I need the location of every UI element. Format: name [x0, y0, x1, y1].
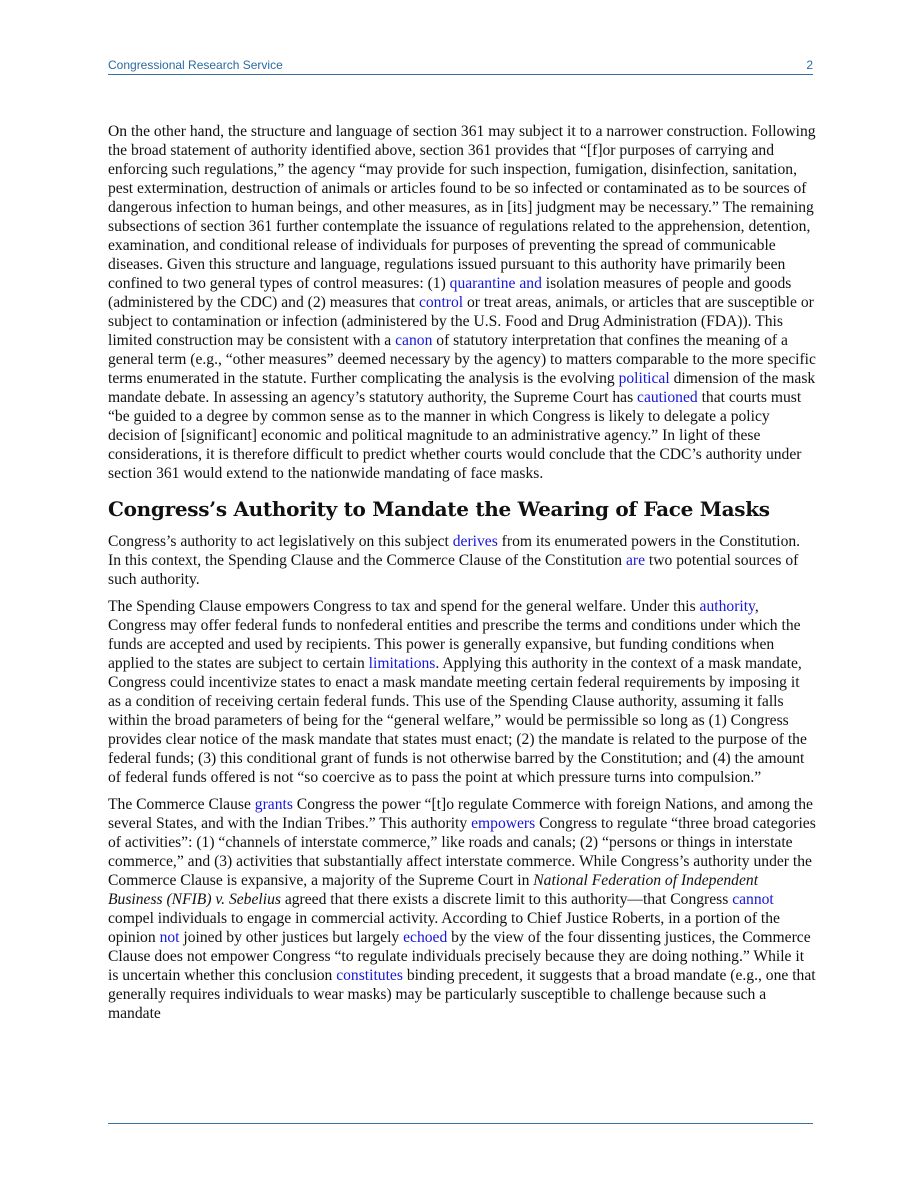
text: The Commerce Clause — [108, 796, 255, 813]
case-name: National Federation of Independent Business (NFIB) v. Sebelius — [108, 872, 759, 908]
header-source: Congressional Research Service — [108, 58, 283, 72]
paragraph-spending-clause — [108, 597, 816, 787]
link-constitutes[interactable]: constitutes — [336, 967, 403, 984]
page-header — [108, 56, 813, 75]
link-control[interactable]: control — [418, 294, 464, 311]
text: , Congress may offer federal funds to nonfederal entities and prescribe the terms and conditions under which the funds are accepted and used by recipients. This power is generally expansive, but funding conditions when applied to the states are subject to certain — [108, 598, 801, 672]
link-not[interactable]: not — [159, 929, 180, 946]
text: by the view of the four dissenting justices, the Commerce Clause does not empower Congress “to regulate individuals precisely because they are doing nothing.” While it is uncertain whether this conclusion — [108, 929, 811, 984]
link-grants[interactable]: grants — [254, 796, 293, 813]
link-political[interactable]: political — [618, 370, 670, 387]
text: isolation measures of people and goods (administered by the CDC) and (2) measures that — [108, 275, 792, 311]
text: from its enumerated powers in the Constitution. In this context, the Spending Clause and the Commerce Clause of the Constitution — [108, 533, 801, 569]
text: On the other hand, the structure and language of section 361 may subject it to a narrower construction. Following the broad statement of authority identified above, section 361 provides that “[f]or purposes of carrying and enforcing such regulations,” the agency “may provide for such inspection, fumigation, disinfection, sanitation, pest extermination, destruction of animals or articles found to be so infected or contaminated as to be sources of dangerous infection to human beings, and other measures, as in [its] judgment may be necessary.” The remaining subsections of section 361 further contemplate the issuance of regulations related to the apprehension, detention, examination, and conditional release of individuals for purposes of preventing the spread of communicable diseases. Given this structure and language, regulations issued pursuant to this authority have primarily been confined to two general types of control measures: (1) — [108, 123, 816, 292]
paragraph-section-361 — [108, 122, 816, 483]
link-authority[interactable]: authority — [699, 598, 755, 615]
text: joined by other justices but largely — [179, 929, 404, 946]
link-limitations[interactable]: limitations — [368, 655, 436, 672]
page-number: 2 — [806, 58, 813, 72]
section-heading: Congress’s Authority to Mandate the Wearing of Face Masks — [108, 497, 770, 521]
link-are[interactable]: are — [625, 552, 646, 569]
link-derives[interactable]: derives — [452, 533, 498, 550]
text: Congress the power “[t]o regulate Commerce with foreign Nations, and among the several States, and with the Indian Tribes.” This authority — [108, 796, 813, 832]
paragraph-commerce-clause — [108, 795, 816, 1023]
text: dimension of the mask mandate debate. In assessing an agency’s statutory authority, the Supreme Court has — [108, 370, 816, 406]
text: The Spending Clause empowers Congress to tax and spend for the general welfare. Under this — [108, 598, 700, 615]
body-content — [108, 122, 816, 1031]
link-empowers[interactable]: empowers — [471, 815, 536, 832]
text: agreed that there exists a discrete limit to this authority—that Congress — [280, 891, 733, 908]
text: of statutory interpretation that confines the meaning of a general term (e.g., “other measures” deemed necessary by the agency) to matters comparable to the more specific terms enumerated in the statute. Further complicating the analysis is the evolving — [108, 332, 816, 387]
link-cannot[interactable]: cannot — [732, 891, 774, 908]
text: Congress to regulate “three broad categories of activities”: (1) “channels of interstate commerce,” like roads and canals; (2) “persons or things in interstate commerce,” and (3) activities that substantially affect interstate commerce. While Congress’s authority under the Commerce Clause is expansive, a majority of the Supreme Court in — [108, 815, 816, 889]
link-cautioned[interactable]: cautioned — [637, 389, 698, 406]
text: . Applying this authority in the context of a mask mandate, Congress could incentivize states to enact a mask mandate meeting certain federal requirements by imposing it as a condition of receiving certain federal funds. This use of the Spending Clause authority, assuming it falls within the broad parameters of being for the “general welfare,” would be permissible so long as (1) Congress provides clear notice of the mask mandate that states must enact; (2) the mandate is related to the purpose of the federal funds; (3) this conditional grant of funds is not otherwise barred by the Constitution; and (4) the amount of federal funds offered is not “so coercive as to pass the point at which pressure turns into compulsion.” — [108, 655, 807, 786]
text: binding precedent, it suggests that a broad mandate (e.g., one that generally requires individuals to wear masks) may be particularly susceptible to challenge because such a mandate — [108, 967, 816, 1022]
paragraph-congress-authority — [108, 532, 816, 589]
text: two potential sources of such authority. — [108, 552, 799, 588]
text: Congress’s authority to act legislatively on this subject — [108, 533, 453, 550]
text: that courts must “be guided to a degree by common sense as to the manner in which Congress is likely to delegate a policy decision of [significant] economic and political magnitude to an administrative agency.” In light of these considerations, it is therefore difficult to predict whether courts would conclude that the CDC’s authority under section 361 would extend to the nationwide mandating of face masks. — [108, 389, 802, 482]
footer-divider — [108, 1123, 813, 1124]
text: or treat areas, animals, or articles that are susceptible or subject to contamination or infection (administered by the U.S. Food and Drug Administration (FDA)). This limited construction may be consistent with a — [108, 294, 814, 349]
link-echoed[interactable]: echoed — [403, 929, 448, 946]
link-canon[interactable]: canon — [395, 332, 433, 349]
link-quarantine[interactable]: quarantine and — [449, 275, 542, 292]
text: compel individuals to engage in commercial activity. According to Chief Justice Roberts, in a portion of the opinion — [108, 910, 780, 946]
